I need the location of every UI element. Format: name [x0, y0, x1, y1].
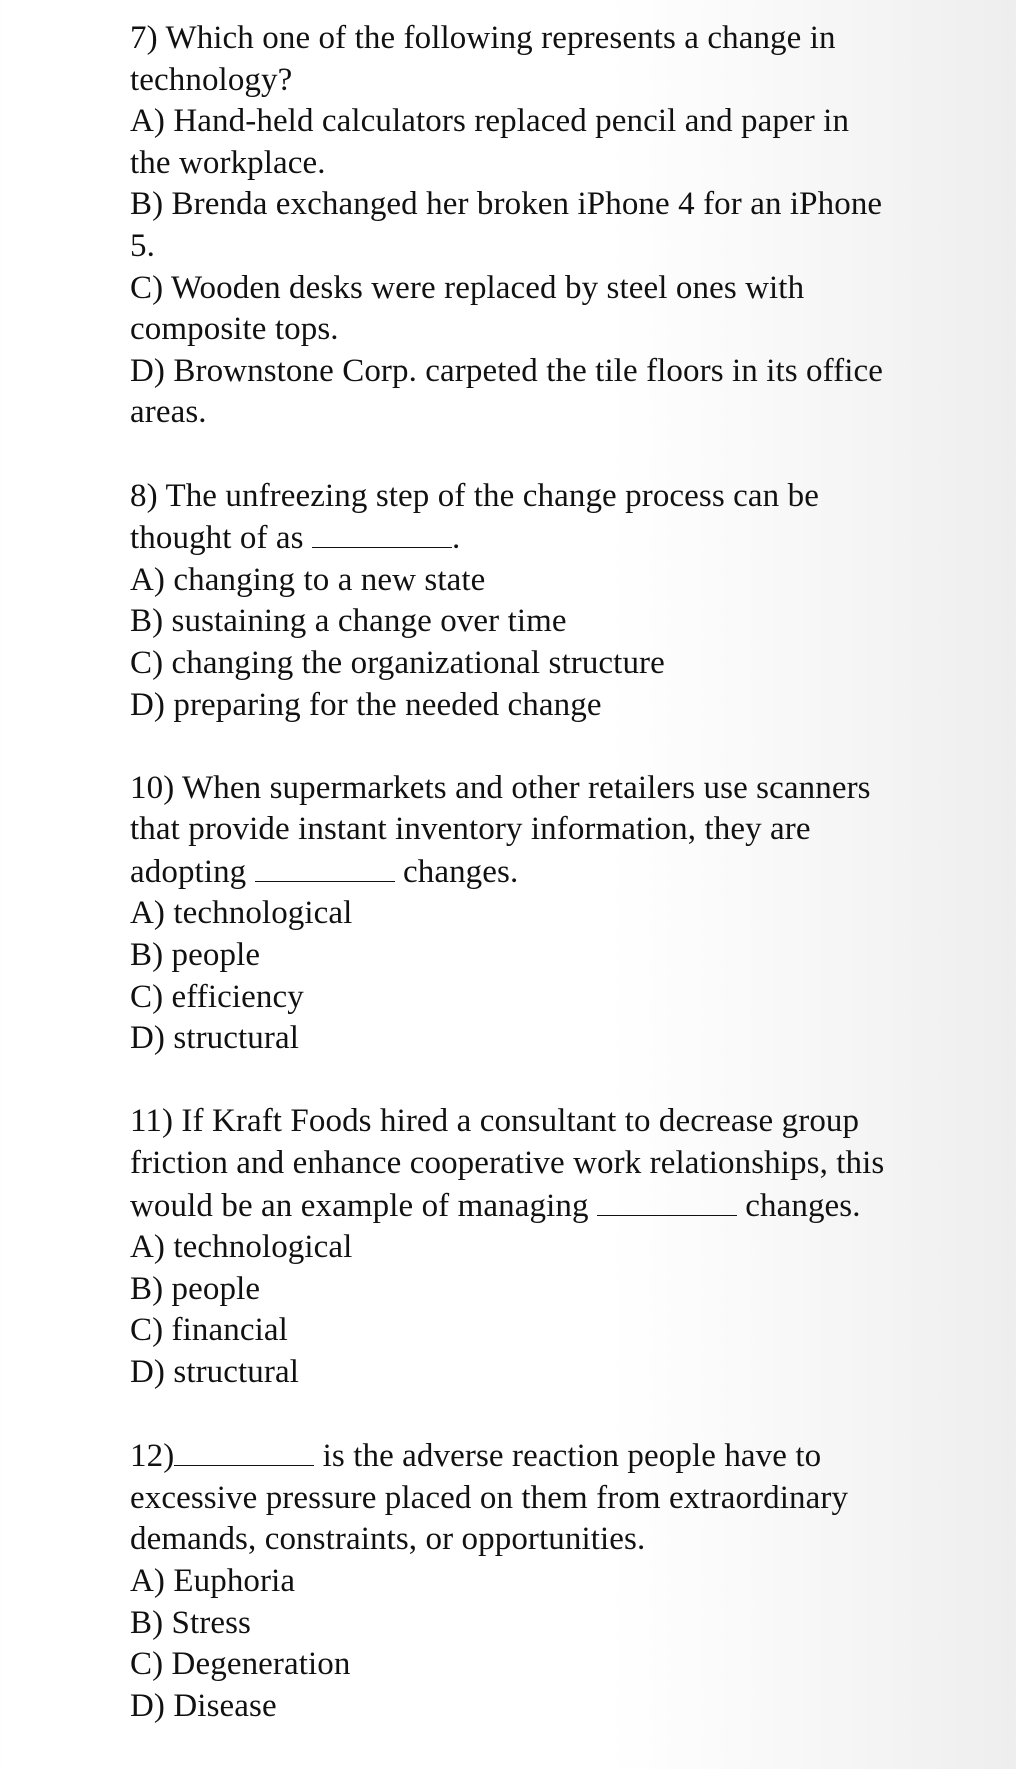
option-d: D) preparing for the needed change: [130, 686, 602, 723]
answer-blank: [174, 1435, 314, 1466]
question-stem-line: excessive pressure placed on them from extraordinary: [130, 1479, 849, 1516]
question-stem-line: 8) The unfreezing step of the change process can be: [130, 477, 819, 514]
question-12: [130, 1435, 950, 1727]
option-c: C) Degeneration: [130, 1646, 351, 1683]
question-stem-line: [130, 517, 950, 560]
stem-text: changes.: [394, 853, 519, 890]
option-b: B) sustaining a change over time: [130, 603, 567, 640]
option-a: A) technological: [130, 895, 353, 932]
question-stem-line: 7) Which one of the following represents a change in: [130, 20, 836, 56]
question-11: [130, 1101, 950, 1393]
question-stem-line: that provide instant inventory information, they are: [130, 811, 811, 848]
question-stem-line: [130, 1185, 950, 1228]
question-7: [130, 18, 950, 434]
answer-blank: [312, 517, 452, 548]
option-d: D) structural: [130, 1354, 299, 1390]
option-d: D) Disease: [130, 1687, 277, 1724]
option-c: C) efficiency: [130, 978, 304, 1015]
option-b: B) people: [130, 1270, 261, 1307]
option-c: C) Wooden desks were replaced by steel ones with: [130, 269, 805, 306]
option-d: D) structural: [130, 1020, 299, 1057]
question-stem-line: [130, 1435, 950, 1478]
option-d-continued: areas.: [130, 394, 207, 431]
option-a: A) Hand-held calculators replaced pencil and paper in: [130, 103, 850, 140]
question-stem-line: technology?: [130, 61, 293, 98]
question-stem-line: 10) When supermarkets and other retailers use scanners: [130, 769, 871, 806]
option-b-continued: 5.: [130, 227, 155, 264]
answer-blank: [597, 1185, 737, 1216]
question-stem-line: friction and enhance cooperative work relationships, this: [130, 1145, 885, 1182]
question-stem-line: demands, constraints, or opportunities.: [130, 1521, 646, 1558]
option-b: B) Stress: [130, 1604, 251, 1641]
option-d: D) Brownstone Corp. carpeted the tile floors in its office: [130, 352, 884, 389]
option-a-continued: the workplace.: [130, 144, 326, 181]
option-b: B) people: [130, 937, 261, 974]
stem-text: would be an example of managing: [130, 1187, 597, 1224]
option-c-continued: composite tops.: [130, 311, 339, 348]
option-a: A) technological: [130, 1229, 353, 1266]
stem-text: .: [451, 520, 461, 557]
stem-text: 12): [130, 1438, 175, 1475]
stem-text: changes.: [736, 1187, 861, 1224]
stem-text: adopting: [130, 853, 255, 890]
option-a: A) changing to a new state: [130, 561, 486, 598]
stem-text: is the adverse reaction people have to: [314, 1438, 822, 1475]
option-b: B) Brenda exchanged her broken iPhone 4 for an iPhone: [130, 186, 883, 223]
option-a: A) Euphoria: [130, 1562, 296, 1599]
question-stem-line: [130, 851, 950, 894]
stem-text: thought of as: [130, 520, 312, 557]
question-10: [130, 768, 950, 1060]
question-list: [130, 18, 950, 1769]
option-c: C) changing the organizational structure: [130, 644, 665, 681]
option-c: C) financial: [130, 1312, 288, 1349]
question-8: [130, 476, 950, 727]
answer-blank: [255, 851, 395, 882]
question-stem-line: 11) If Kraft Foods hired a consultant to decrease group: [130, 1103, 860, 1140]
